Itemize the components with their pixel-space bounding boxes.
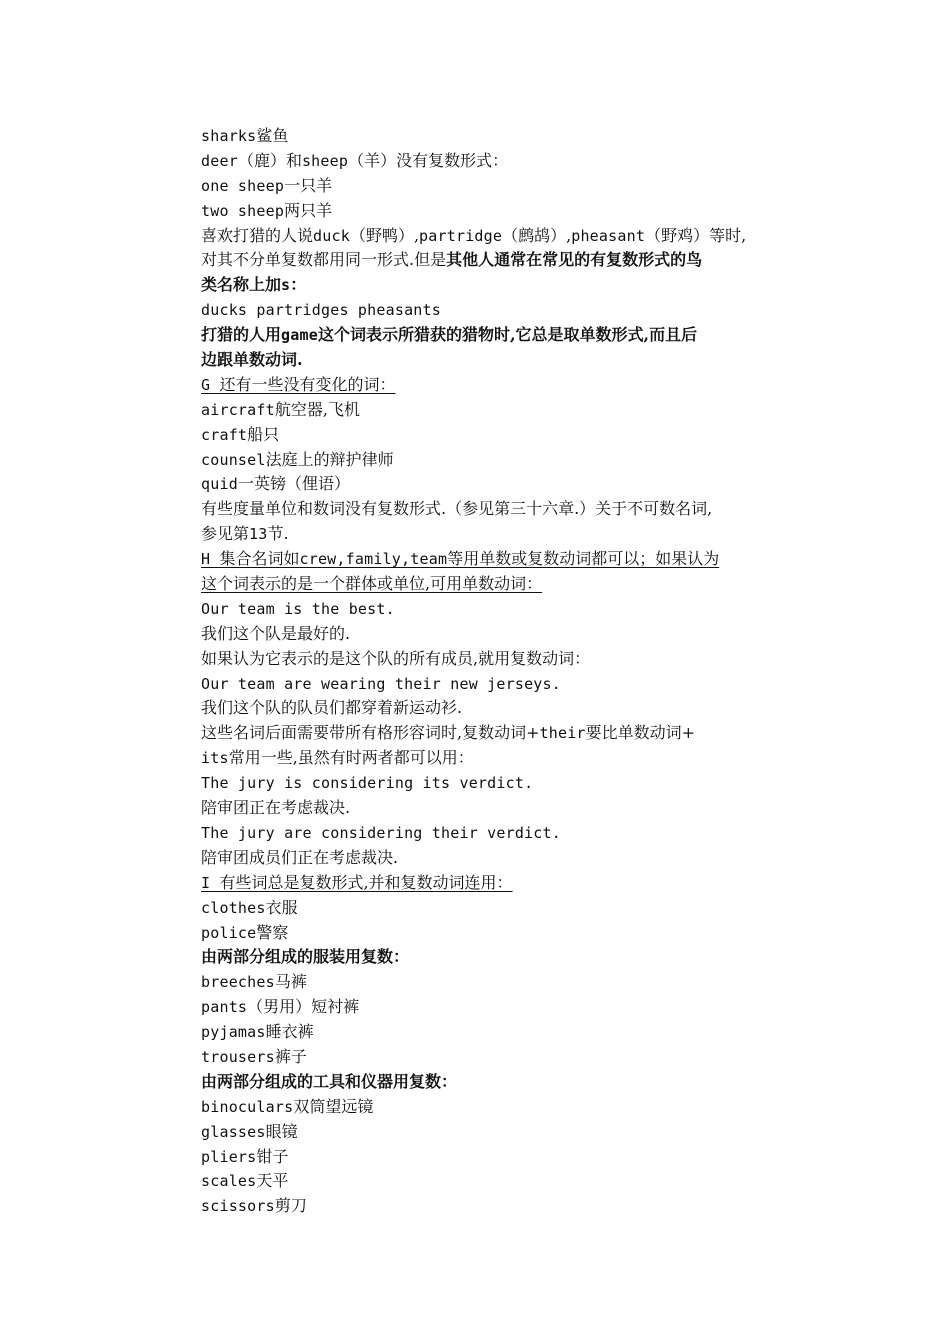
text-line <box>201 995 821 1020</box>
chinese-text: 其他人通常在常见的有复数形式的鸟 <box>446 250 703 270</box>
chinese-text: 剪刀 <box>274 1196 307 1216</box>
english-text: game <box>281 326 318 345</box>
chinese-text: 我们这个队是最好的. <box>201 623 351 643</box>
english-text: deer <box>201 151 238 170</box>
chinese-text: 我们这个队的队员们都穿着新运动衫. <box>201 698 463 718</box>
chinese-text: 还有一些没有变化的词： <box>219 374 396 394</box>
text-line <box>201 497 821 522</box>
chinese-text: 这个词表示所猎获的猎物时,它总是取单数形式,而且后 <box>317 325 698 345</box>
chinese-text: 双筒望远镜 <box>293 1096 374 1116</box>
text-line <box>201 821 821 846</box>
text-line <box>201 248 821 273</box>
chinese-text: 一只羊 <box>284 175 333 195</box>
text-line <box>201 622 821 647</box>
chinese-text: 参见第 <box>201 524 250 544</box>
text-line <box>201 1169 821 1194</box>
chinese-text: （鹿）和 <box>237 150 302 170</box>
english-text: police <box>201 923 257 942</box>
chinese-text: （野鸡）等时, <box>645 225 747 245</box>
english-text: their <box>539 724 586 743</box>
chinese-text: 陪审团成员们正在考虑裁决. <box>201 847 399 867</box>
english-text: glasses <box>201 1122 266 1141</box>
english-text: I <box>201 873 220 892</box>
chinese-text: 喜欢打猎的人说 <box>201 225 314 245</box>
text-line <box>201 771 821 796</box>
text-line <box>201 1020 821 1045</box>
english-text: counsel <box>201 450 266 469</box>
text-line <box>201 124 821 149</box>
chinese-text: 由两部分组成的工具和仪器用复数： <box>201 1071 458 1091</box>
chinese-text: 马裤 <box>274 972 307 992</box>
text-line <box>201 448 821 473</box>
chinese-text: 有些度量单位和数词没有复数形式.（参见第三十六章.）关于不可数名词, <box>201 499 713 519</box>
chinese-text: 衣服 <box>265 897 298 917</box>
english-text: scissors <box>201 1197 275 1216</box>
english-text: 13 <box>249 525 268 544</box>
text-line <box>201 1120 821 1145</box>
english-text: one sheep <box>201 176 285 195</box>
english-text: Our team are wearing their new jerseys. <box>201 674 561 693</box>
text-line <box>201 746 821 771</box>
english-text: crew,family,team <box>299 550 448 569</box>
text-line <box>201 597 821 622</box>
chinese-text: 法庭上的辩护律师 <box>265 449 394 469</box>
chinese-text: （野鸭）, <box>349 225 420 245</box>
chinese-text: 一英镑（俚语） <box>237 474 350 494</box>
english-text: two sheep <box>201 201 285 220</box>
chinese-text: 警察 <box>256 922 289 942</box>
text-line <box>201 1095 821 1120</box>
english-text: pheasant <box>571 226 646 245</box>
english-text: The jury are considering their verdict. <box>201 823 561 842</box>
text-line <box>201 572 821 597</box>
chinese-text: 航空器,飞机 <box>274 399 360 419</box>
chinese-text: 睡衣裤 <box>265 1022 314 1042</box>
chinese-text: （男用）短衬裤 <box>247 997 360 1017</box>
chinese-text: 要比单数动词+ <box>585 723 696 743</box>
text-line <box>201 323 821 348</box>
text-line <box>201 224 821 249</box>
text-line <box>201 373 821 398</box>
english-text: Our team is the best. <box>201 599 395 618</box>
text-line <box>201 672 821 697</box>
english-text: ducks partridges pheasants <box>201 301 441 320</box>
text-line <box>201 647 821 672</box>
chinese-text: 类名称上加 <box>201 275 282 295</box>
english-text: The jury is considering its verdict. <box>201 774 534 793</box>
english-text: pyjamas <box>201 1023 266 1042</box>
chinese-text: 节. <box>267 524 289 544</box>
text-line <box>201 846 821 871</box>
chinese-text: 对其不分单复数都用同一形式.但是 <box>201 250 447 270</box>
text-line <box>201 1194 821 1219</box>
english-text: clothes <box>201 898 266 917</box>
text-line <box>201 921 821 946</box>
english-text: aircraft <box>201 400 275 419</box>
english-text: sharks <box>201 127 257 145</box>
chinese-text: 裤子 <box>274 1046 307 1066</box>
chinese-text: （鹧鸪）, <box>502 225 572 245</box>
english-text: craft <box>201 425 248 444</box>
english-text: trousers <box>201 1047 275 1066</box>
text-line <box>201 199 821 224</box>
english-text: quid <box>201 475 238 494</box>
text-line <box>201 398 821 423</box>
text-line <box>201 796 821 821</box>
text-line <box>201 547 821 572</box>
text-line <box>201 896 821 921</box>
chinese-text: 集合名词如 <box>219 549 300 569</box>
chinese-text: 两只羊 <box>284 200 333 220</box>
chinese-text: 边跟单数动词. <box>201 350 303 370</box>
text-line <box>201 1070 821 1095</box>
chinese-text: 等用单数或复数动词都可以；如果认为 <box>447 549 720 569</box>
text-line <box>201 721 821 746</box>
english-text: s <box>281 276 291 295</box>
text-line <box>201 423 821 448</box>
english-text: sheep <box>301 151 349 170</box>
chinese-text: 眼镜 <box>265 1121 298 1141</box>
chinese-text: 有些词总是复数形式,并和复数动词连用： <box>219 872 513 892</box>
english-text: its <box>201 749 229 768</box>
chinese-text: 这个词表示的是一个群体或单位,可用单数动词： <box>201 574 543 594</box>
english-text: pliers <box>201 1147 257 1166</box>
chinese-text: 天平 <box>256 1171 289 1191</box>
english-text: partridge <box>419 226 503 245</box>
english-text: H <box>201 550 220 569</box>
text-line <box>201 149 821 174</box>
document-page <box>201 124 821 1219</box>
text-line <box>201 871 821 896</box>
english-text: pants <box>201 998 248 1017</box>
english-text: binoculars <box>201 1097 294 1116</box>
chinese-text: 鲨鱼 <box>256 126 289 145</box>
chinese-text: ： <box>290 275 307 295</box>
english-text: duck <box>313 226 350 245</box>
english-text: G <box>201 375 220 394</box>
chinese-text: 这些名词后面需要带所有格形容词时,复数动词+ <box>201 723 540 743</box>
text-line <box>201 348 821 373</box>
chinese-text: 由两部分组成的服装用复数： <box>201 947 410 967</box>
text-line <box>201 1145 821 1170</box>
text-line <box>201 522 821 547</box>
text-line <box>201 273 821 298</box>
text-line <box>201 696 821 721</box>
text-line <box>201 174 821 199</box>
text-line <box>201 945 821 970</box>
chinese-text: 钳子 <box>256 1146 289 1166</box>
chinese-text: 船只 <box>247 424 280 444</box>
chinese-text: （羊）没有复数形式： <box>348 150 509 170</box>
chinese-text: 如果认为它表示的是这个队的所有成员,就用复数动词： <box>201 648 591 668</box>
chinese-text: 陪审团正在考虑裁决. <box>201 798 351 818</box>
english-text: scales <box>201 1172 257 1191</box>
chinese-text: 常用一些,虽然有时两者都可以用： <box>228 748 474 768</box>
english-text: breeches <box>201 973 275 992</box>
text-line <box>201 970 821 995</box>
text-line <box>201 298 821 323</box>
chinese-text: 打猎的人用 <box>201 325 282 345</box>
text-line <box>201 1045 821 1070</box>
text-line <box>201 472 821 497</box>
